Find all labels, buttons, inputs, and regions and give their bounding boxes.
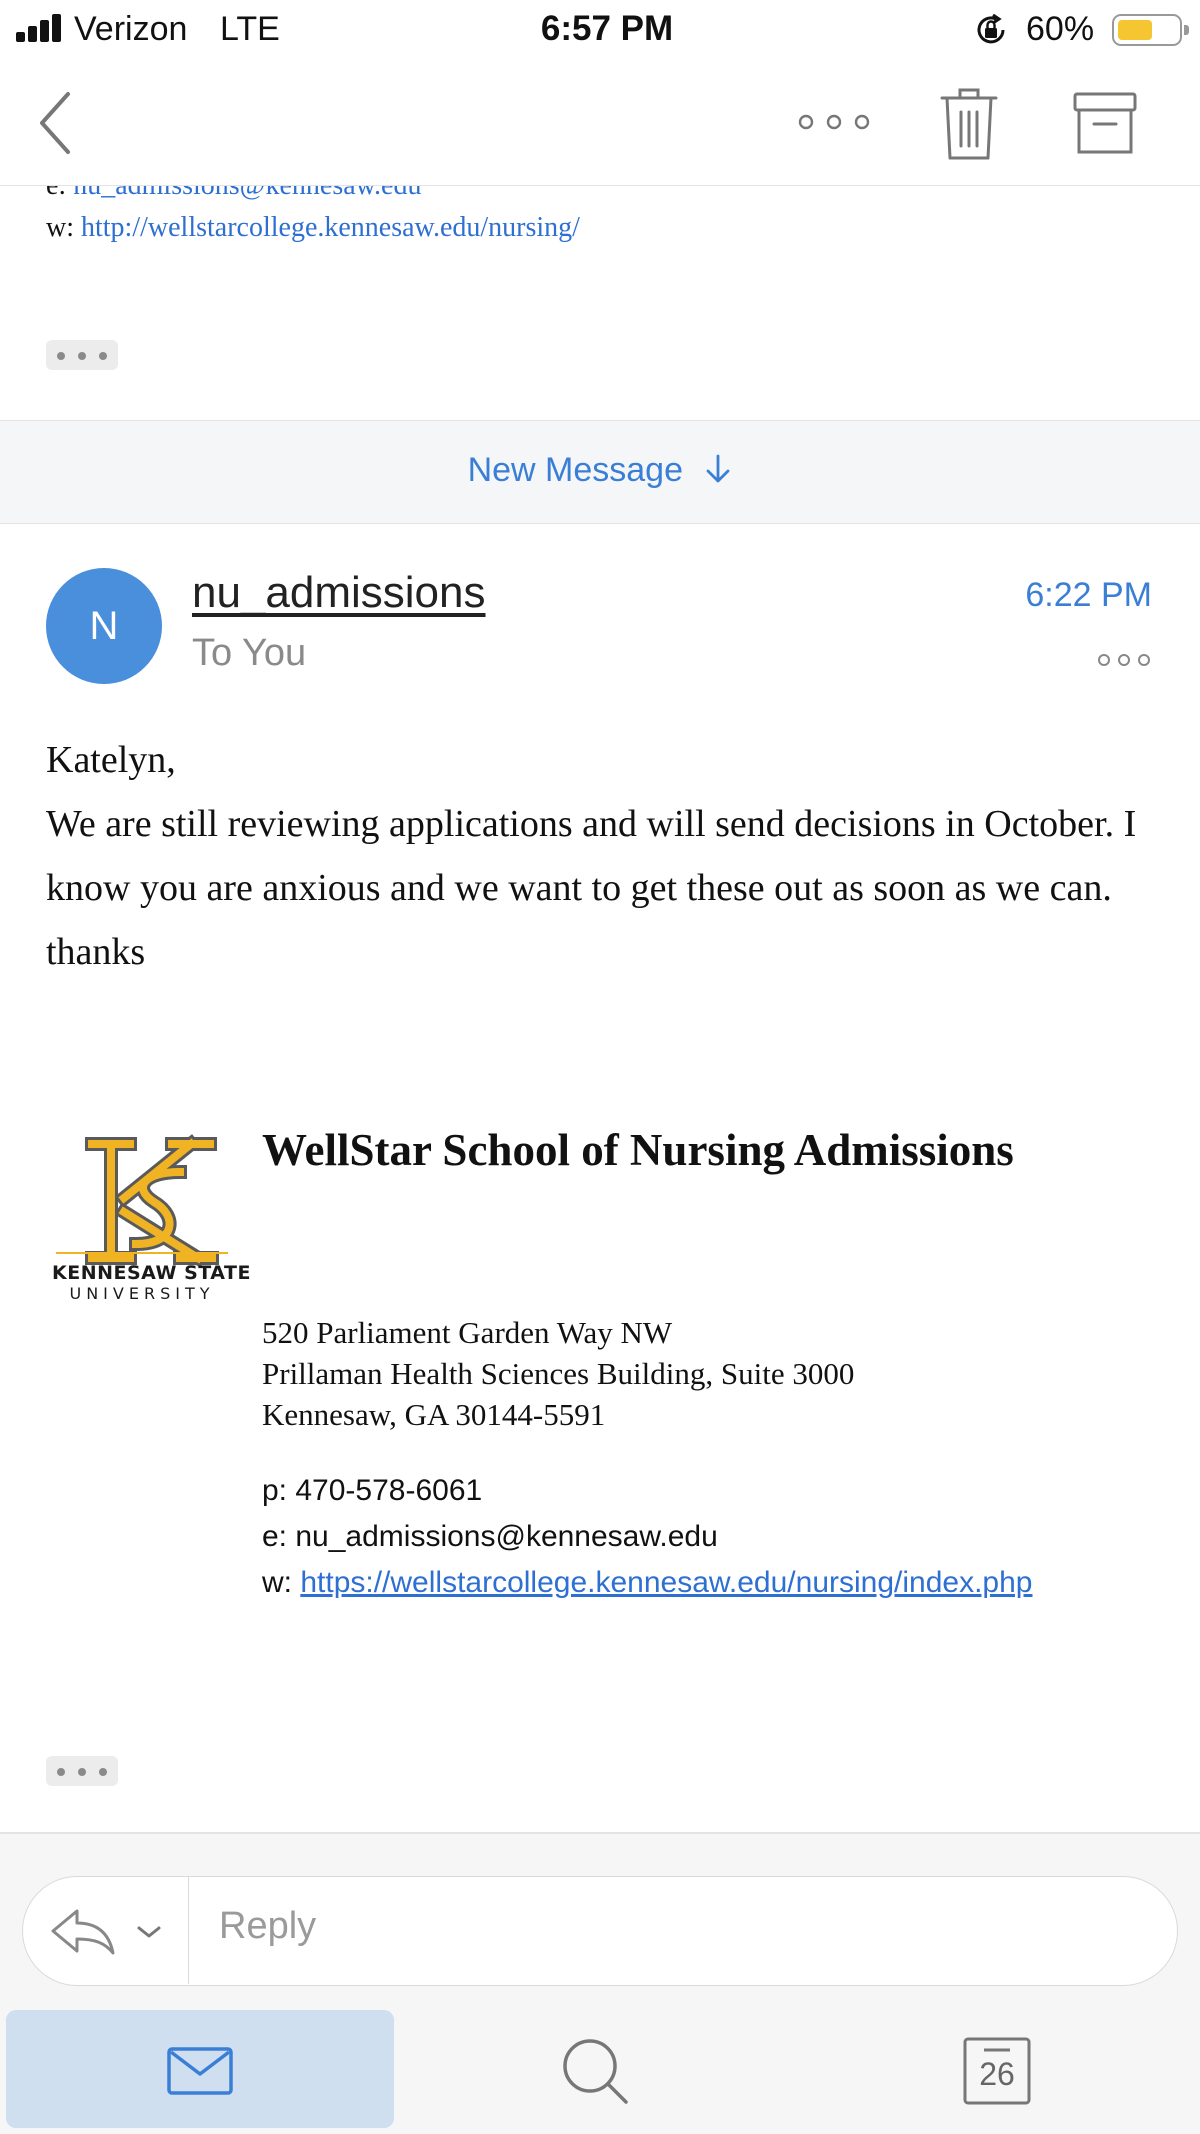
address-line: 520 Parliament Garden Way NW [262, 1315, 673, 1350]
message-time: 6:22 PM [1025, 576, 1152, 614]
more-icon[interactable] [796, 102, 872, 142]
divider-gap [0, 1834, 1200, 1858]
new-message-label-row [0, 451, 1200, 490]
prev-web-link[interactable]: http://wellstarcollege.kennesaw.edu/nursing/ [81, 212, 580, 243]
archive-icon[interactable] [1072, 88, 1138, 158]
battery-fill [1118, 20, 1152, 40]
signature-title: WellStar School of Nursing Admissions [262, 1125, 1014, 1175]
mail-icon [166, 2046, 234, 2096]
phone-number[interactable]: 470-578-6061 [295, 1474, 483, 1507]
reply-icon [47, 1903, 117, 1959]
sender-avatar[interactable]: N [46, 568, 162, 684]
ksu-logo-divider [56, 1252, 228, 1254]
message-more-icon[interactable] [1096, 650, 1152, 670]
battery-icon [1112, 14, 1182, 46]
new-message-label: New Message [467, 451, 683, 489]
prev-web-prefix: w: [46, 212, 74, 243]
carrier-label: Verizon [74, 10, 188, 48]
ksu-wordmark [52, 1262, 251, 1303]
reply-field[interactable] [22, 1876, 1178, 1986]
calendar-day: 26 [979, 2056, 1015, 2092]
sender-name[interactable]: nu_admissions [192, 568, 486, 617]
show-quoted-text-button[interactable] [46, 340, 118, 370]
prev-web-line [46, 212, 580, 244]
reply-bar [0, 1858, 1200, 2006]
new-message-banner[interactable] [0, 420, 1200, 524]
web-prefix: w: [262, 1566, 292, 1599]
phone-line [262, 1468, 1032, 1514]
web-line [262, 1560, 1032, 1606]
tab-bar [0, 2006, 1200, 2134]
body-paragraph: We are still reviewing applications and will send decisions in October. I know you are anxious and we want to get these out as soon as we can. [46, 803, 1137, 909]
web-link[interactable]: https://wellstarcollege.kennesaw.edu/nursing/index.php [300, 1566, 1033, 1599]
signature-address [262, 1312, 854, 1435]
email-address[interactable]: nu_admissions@kennesaw.edu [295, 1520, 718, 1553]
reply-input[interactable]: Reply [219, 1905, 317, 1947]
message-body [46, 728, 1166, 984]
status-time: 6:57 PM [540, 9, 674, 48]
network-label: LTE [220, 10, 280, 48]
previous-message-fragment [0, 150, 1200, 420]
address-line: Prillaman Health Sciences Building, Suite 3000 [262, 1356, 855, 1391]
tab-mail[interactable] [6, 2010, 394, 2128]
battery-percent: 60% [1026, 10, 1095, 48]
recipient-label[interactable]: To You [192, 632, 307, 674]
email-prefix: e: [262, 1520, 288, 1553]
arrow-down-icon [704, 453, 732, 485]
reply-options-button[interactable] [23, 1877, 189, 1984]
nav-bar [0, 62, 1200, 186]
calendar-icon[interactable] [962, 2036, 1032, 2106]
body-signoff: thanks [46, 931, 146, 973]
ksu-wordmark-line1: KENNESAW STATE [52, 1262, 251, 1284]
phone-prefix: p: [262, 1474, 288, 1507]
rotation-lock-icon [974, 13, 1008, 47]
show-trimmed-content-button[interactable] [46, 1756, 118, 1786]
search-icon[interactable] [560, 2036, 632, 2108]
back-chevron-icon[interactable] [32, 80, 82, 166]
body-greeting: Katelyn, [46, 739, 176, 781]
ksu-wordmark-line2: UNIVERSITY [69, 1284, 215, 1303]
email-line [262, 1514, 1032, 1560]
status-bar [0, 0, 1200, 62]
chevron-down-icon [135, 1923, 163, 1941]
address-line: Kennesaw, GA 30144-5591 [262, 1397, 606, 1432]
signature-contact [262, 1468, 1032, 1606]
trash-icon[interactable] [938, 84, 1000, 164]
